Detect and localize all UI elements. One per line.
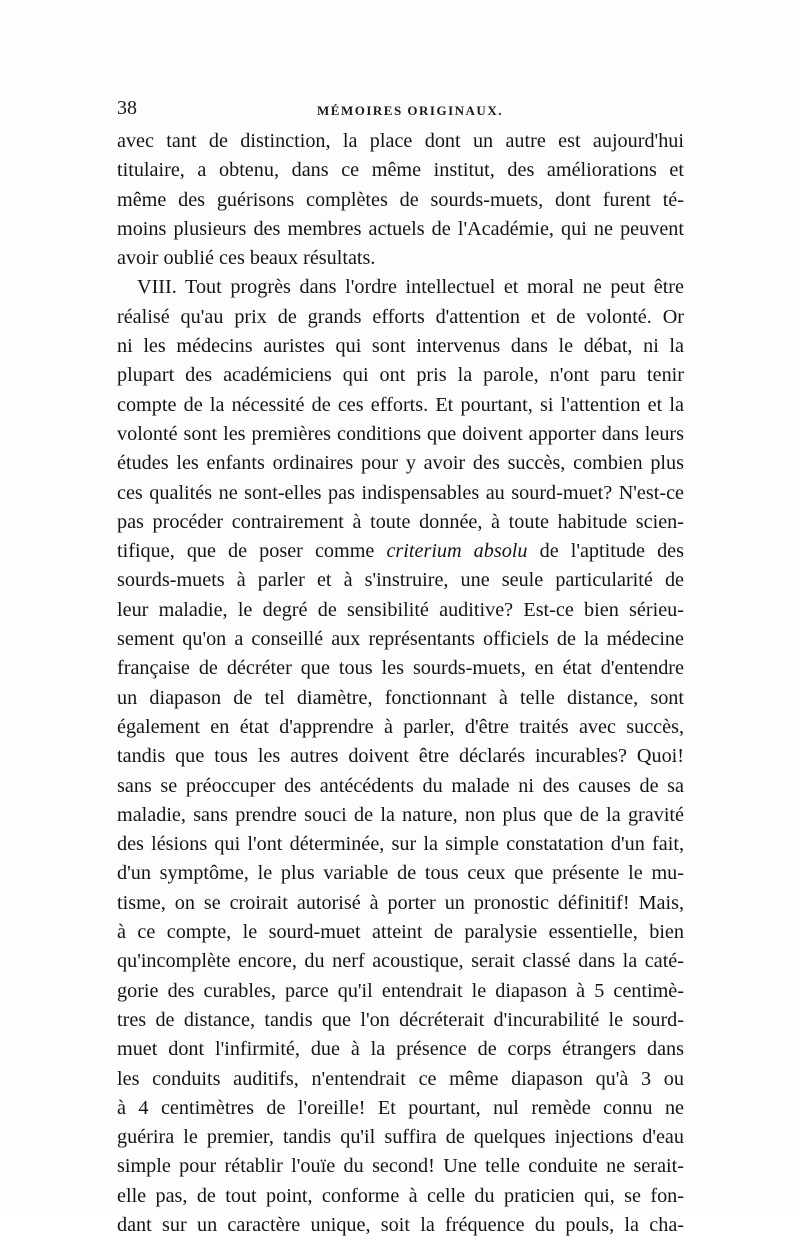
text-line: pas procéder contrairement à toute donnée, à toute habitude scien- [117,510,684,533]
page-number: 38 [117,97,137,119]
text-line: un diapason de tel diamètre, fonctionnant à telle distance, sont [117,686,684,709]
text-line: maladie, sans prendre souci de la nature, non plus que de la gravité [117,803,684,826]
text-line: française de décréter que tous les sourds-muets, en état d'entendre [117,657,684,680]
text-line: à 4 centimètres de l'oreille! Et pourtant, nul remède connu ne [117,1096,684,1119]
text-line: volonté sont les premières conditions que doivent apporter dans leurs [117,422,684,445]
running-head: MÉMOIRES ORIGINAUX. [317,103,503,118]
text-line: compte de la nécessité de ces efforts. Et pourtant, si l'attention et la [117,393,684,416]
italic-phrase: criterium absolu [386,540,528,563]
text-line: avoir oublié ces beaux résultats. [117,247,376,270]
text-line: plupart des académiciens qui ont pris la parole, n'ont paru tenir [117,364,684,387]
text-segment: de l'aptitude des [539,540,684,563]
text-line: guérira le premier, tandis qu'il suffira de quelques injections d'eau [117,1126,684,1149]
text-line: simple pour rétablir l'ouïe du second! Une telle conduite ne serait- [117,1155,684,1178]
text-line: tandis que tous les autres doivent être déclarés incurables? Quoi! [117,745,684,768]
text-line: qu'incomplète encore, du nerf acoustique, serait classé dans la caté- [117,950,684,973]
text-line: gorie des curables, parce qu'il entendrait le diapason à 5 centimè- [117,979,684,1002]
text-line: muet dont l'infirmité, due à la présence de corps étrangers dans [117,1038,684,1061]
text-line: sans se préoccuper des antécédents du malade ni des causes de sa [117,774,684,797]
text-line: elle pas, de tout point, conforme à celle du praticien qui, se fon- [117,1184,684,1207]
text-line: tisme, on se croirait autorisé à porter un pronostic définitif! Mais, [117,891,684,914]
text-line: sement qu'on a conseillé aux représentants officiels de la médecine [117,628,684,651]
text-line: études les enfants ordinaires pour y avoir des succès, combien plus [117,452,684,475]
body-text [117,127,684,1240]
text-line: même des guérisons complètes de sourds-muets, dont furent té- [117,188,684,211]
text-line: tres de distance, tandis que l'on décréterait d'incurabilité le sourd- [117,1008,684,1031]
text-line: d'un symptôme, le plus variable de tous ceux que présente le mu- [117,862,684,885]
text-line: titulaire, a obtenu, dans ce même institut, des améliorations et [117,159,684,182]
text-line: leur maladie, le degré de sensibilité auditive? Est-ce bien sérieu- [117,598,684,621]
page-header [117,97,684,127]
text-line: avec tant de distinction, la place dont un autre est aujourd'hui [117,130,684,152]
text-line: à ce compte, le sourd-muet atteint de paralysie essentielle, bien [117,921,684,944]
text-line: VIII. Tout progrès dans l'ordre intellectuel et moral ne peut être [137,276,684,299]
text-line: les conduits auditifs, n'entendrait ce même diapason qu'à 3 ou [117,1067,684,1090]
text-line: des lésions qui l'ont déterminée, sur la simple constatation d'un fait, [117,833,684,856]
text-line: également en état d'apprendre à parler, d'être traités avec succès, [117,715,684,738]
text-line: ces qualités ne sont-elles pas indispensables au sourd-muet? N'est-ce [117,481,684,504]
text-line: ni les médecins auristes qui sont intervenus dans le débat, ni la [117,335,684,358]
text-line: moins plusieurs des membres actuels de l'Académie, qui ne peuvent [117,217,684,240]
text-segment: tifique, que de poser comme [117,540,375,563]
text-line-with-italic [117,537,684,566]
text-line: dant sur un caractère unique, soit la fréquence du pouls, la cha- [117,1213,684,1236]
text-line: sourds-muets à parler et à s'instruire, une seule particularité de [117,569,684,592]
text-line: réalisé qu'au prix de grands efforts d'attention et de volonté. Or [117,305,684,328]
